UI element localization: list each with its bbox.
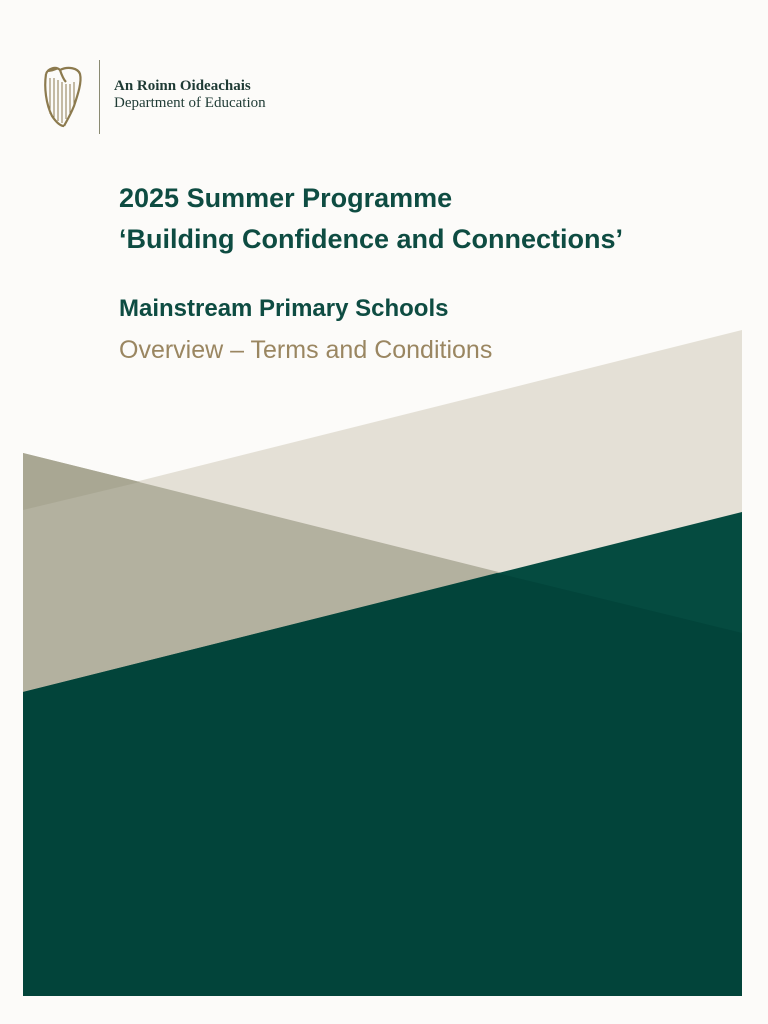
title-line-1: 2025 Summer Programme [119, 183, 453, 213]
document-subtitle: Mainstream Primary Schools [119, 295, 449, 322]
document-overview-label: Overview – Terms and Conditions [119, 336, 493, 364]
logo-text [114, 78, 266, 112]
department-logo [38, 60, 266, 134]
harp-icon [38, 64, 86, 130]
logo-divider [99, 60, 100, 134]
org-name-english: Department of Education [114, 95, 266, 111]
document-title [119, 178, 623, 260]
title-line-2: ‘Building Confidence and Connections’ [119, 224, 623, 254]
org-name-irish: An Roinn Oideachais [114, 78, 251, 94]
